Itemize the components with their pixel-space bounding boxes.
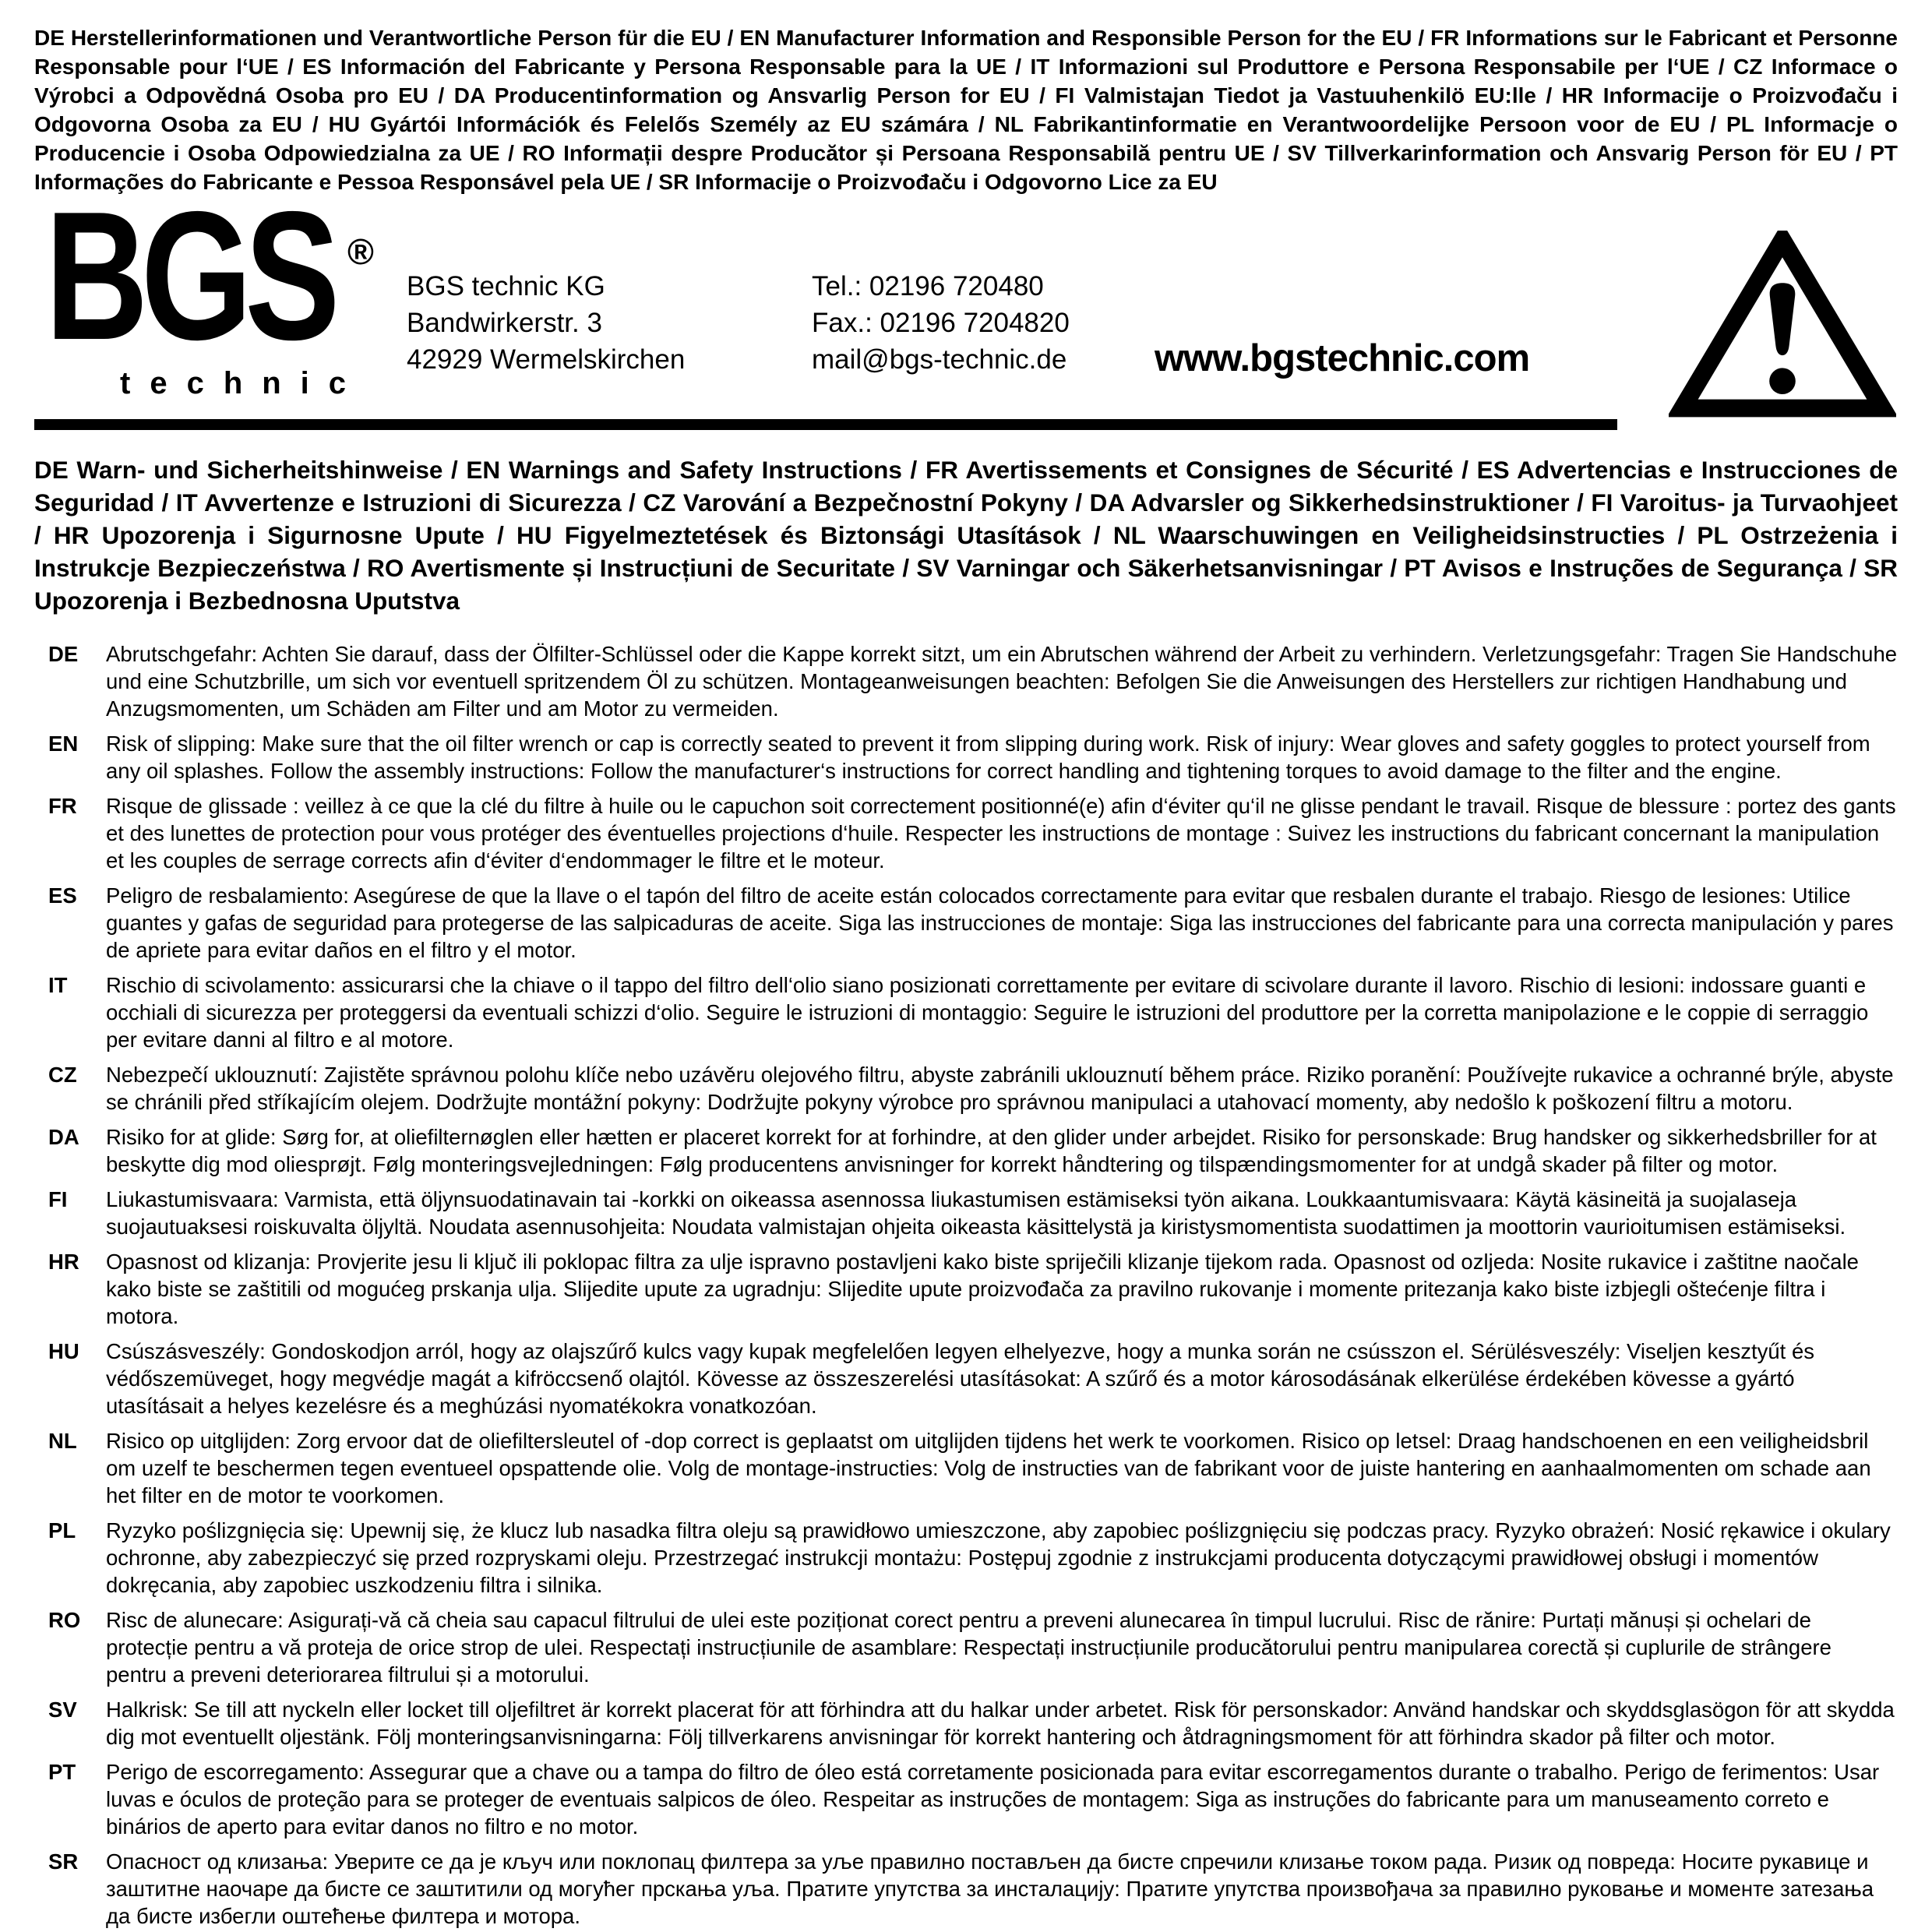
lang-section-sr bbox=[34, 1848, 1898, 1930]
lang-code-de: DE bbox=[48, 642, 79, 666]
company-city: 42929 Wermelskirchen bbox=[407, 344, 686, 375]
company-fax: Fax.: 02196 7204820 bbox=[812, 308, 1070, 338]
lang-section-sv bbox=[34, 1696, 1898, 1750]
lang-section-fi bbox=[34, 1186, 1898, 1240]
lang-section-hr bbox=[34, 1248, 1898, 1330]
company-address bbox=[407, 268, 685, 378]
lang-text-da: Risiko for at glide: Sørg for, at oliefilternøglen eller hætten er placeret korrekt for at forhindre, at den glider under arbejdet. Risiko for personskade: Brug handsker og sikkerhedsbriller for at beskytte dig mod oliesprøjt. Følg monteringsvejledningen: Følg producentens anvisninger for korrekt håndtering og tilspændingsmomenter for at undgå skader på filter og motor. bbox=[106, 1125, 1877, 1176]
safety-instructions-list bbox=[34, 640, 1898, 1930]
lang-section-cz bbox=[34, 1061, 1898, 1116]
bgs-logo bbox=[45, 173, 388, 412]
lang-text-de: Abrutschgefahr: Achten Sie darauf, dass der Ölfilter-Schlüssel oder die Kappe korrekt sitzt, um ein Abrutschen während der Arbeit zu verhindern. Verletzungsgefahr: Tragen Sie Handschuhe und eine Schutzbrille, um sich vor eventuell spritzendem Öl zu schützen. Montageanweisungen beachten: Befolgen Sie die Anweisungen des Herstellers zur richtigen Handhabung und Anzugsmomenten, um Schäden am Filter und am Motor zu vermeiden. bbox=[106, 642, 1898, 721]
lang-text-pt: Perigo de escorregamento: Assegurar que a chave ou a tampa do filtro de óleo está corretamente posicionada para evitar escorregamentos durante o trabalho. Perigo de ferimentos: Usar luvas e óculos de proteção para se proteger de eventuais salpicos de óleo. Respeitar as instruções de montagem: Siga as instruções do fabricante para um manuseamento correto e binários de aperto para evitar danos no filtro e no motor. bbox=[106, 1760, 1880, 1839]
company-name: BGS technic KG bbox=[407, 271, 605, 301]
lang-code-sr: SR bbox=[48, 1849, 79, 1874]
company-street: Bandwirkerstr. 3 bbox=[407, 308, 602, 338]
bgs-logo-text: BGS bbox=[45, 173, 333, 378]
lang-section-de bbox=[34, 640, 1898, 722]
warning-triangle-icon bbox=[1669, 231, 1896, 418]
lang-code-es: ES bbox=[48, 883, 77, 908]
lang-section-it bbox=[34, 971, 1898, 1053]
lang-text-es: Peligro de resbalamiento: Asegúrese de que la llave o el tapón del filtro de aceite están colocados correctamente para evitar que resbalen durante el trabajo. Riesgo de lesiones: Utilice guantes y gafas de seguridad para protegerse de las salpicaduras de aceite. Siga las instrucciones de montaje: Siga las instrucciones del fabricante para una correcta manipulación y pares de apriete para evitar daños en el filtro y el motor. bbox=[106, 883, 1894, 962]
lang-text-sr: Опасност од клизања: Уверите се да је кључ или поклопац филтера за уље правилно постављен да бисте спречили клизање током рада. Ризик од повреда: Носите рукавице и заштитне наочаре да бисте се заштитили од могућег прскања уља. Пратите упутства за инсталацију: Пратите упутства произвођача за правилно руковање и моменте затезања да бисте избегли оштећење филтера и мотора. bbox=[106, 1849, 1874, 1928]
warnings-heading: DE Warn- und Sicherheitshinweise / EN Warnings and Safety Instructions / FR Avertissements et Consignes de Sécurité / ES Advertencias e Instrucciones de Seguridad / IT Avvertenze e Istruzioni di Sicurezza / CZ Varování a Bezpečnostní Pokyny / DA Advarsler og Sikkerhedsinstruktioner / FI Varoitus- ja Turvaohjeet / HR Upozorenja i Sigurnosne Upute / HU Figyelmeztetések és Biztonsági Utasítások / NL Waarschuwingen en Veiligheidsinstructies / PL Ostrzeżenia i Instrukcje Bezpieczeństwa / RO Avertismente și Instrucțiuni de Securitate / SV Varningar och Säkerhetsanvisningar / PT Avisos e Instruções de Segurança / SR Upozorenja i Bezbednosna Uputstva bbox=[34, 456, 1898, 615]
company-website: www.bgstechnic.com bbox=[1155, 337, 1530, 379]
lang-section-ro bbox=[34, 1606, 1898, 1688]
lang-section-pt bbox=[34, 1758, 1898, 1840]
lang-section-fr bbox=[34, 792, 1898, 874]
lang-code-it: IT bbox=[48, 973, 68, 997]
lang-code-pl: PL bbox=[48, 1518, 76, 1542]
lang-code-hu: HU bbox=[48, 1339, 79, 1363]
lang-section-da bbox=[34, 1123, 1898, 1178]
lang-text-en: Risk of slipping: Make sure that the oil filter wrench or cap is correctly seated to prevent it from slipping during work. Risk of injury: Wear gloves and safety goggles to protect yourself from any oil splashes. Follow the assembly instructions: Follow the manufacturer‘s instructions for correct handling and tightening torques to avoid damage to the filter and the engine. bbox=[106, 732, 1870, 783]
lang-code-hr: HR bbox=[48, 1250, 79, 1274]
manufacturer-info-heading: DE Herstellerinformationen und Verantwortliche Person für die EU / EN Manufacturer Information and Responsible Person for the EU / FR Informations sur le Fabricant et Personne Responsable pour l‘UE / ES Información del Fabricante y Persona Responsable para la UE / IT Informazioni sul Produttore e Persona Responsabile per l‘UE / CZ Informace o Výrobci a Odpovědná Osoba pro EU / DA Producentinformation og Ansvarlig Person for EU / FI Valmistajan Tiedot ja Vastuuhenkilö EU:lle / HR Informacije o Proizvođaču i Odgovorna Osoba za EU / HU Gyártói Információk és Felelős Személy az EU számára / NL Fabrikantinformatie en Verantwoordelijke Persoon voor de EU / PL Informacje o Producencie i Osoba Odpowiedzialna za UE / RO Informații despre Producător și Persoana Responsabilă pentru UE / SV Tillverkarinformation och Ansvarig Person för EU / PT Informações do Fabricante e Pessoa Responsável pela UE / SR Informacije o Proizvođaču i Odgovorno Lice za EU bbox=[34, 26, 1898, 194]
lang-section-hu bbox=[34, 1338, 1898, 1419]
company-contact bbox=[812, 268, 1070, 378]
lang-code-nl: NL bbox=[48, 1429, 77, 1453]
company-header bbox=[34, 173, 1898, 413]
header-divider bbox=[34, 419, 1617, 430]
lang-text-it: Rischio di scivolamento: assicurarsi che la chiave o il tappo del filtro dell‘olio siano posizionati correttamente per evitare di scivolare durante il lavoro. Rischio di lesioni: indossare guanti e occhiali di sicurezza per proteggersi da eventuali schizzi d‘olio. Seguire le istruzioni di montaggio: Seguire le istruzioni del produttore per la corretta manipolazione e le coppie di serraggio per evitare danni al filtro e al motore. bbox=[106, 973, 1869, 1052]
lang-text-sv: Halkrisk: Se till att nyckeln eller locket till oljefiltret är korrekt placerat för att förhindra att du halkar under arbetet. Risk för personskador: Använd handskar och skyddsglasögon för att skydda dig mot eventuellt oljestänk. Följ monteringsanvisningarna: Följ tillverkarens anvisningar för korrekt hantering och åtdragningsmoment för att förhindra skador på filter och motor. bbox=[106, 1698, 1895, 1749]
lang-text-fi: Liukastumisvaara: Varmista, että öljynsuodatinavain tai -korkki on oikeassa asennossa liukastumisen estämiseksi työn aikana. Loukkaantumisvaara: Käytä käsineitä ja suojalaseja suojautuaksesi roiskuvalta öljyltä. Noudata asennusohjeita: Noudata valmistajan ohjeita oikeasta käsittelystä ja kiristysmomentista suodattimen ja moottorin vaurioitumisen estämiseksi. bbox=[106, 1187, 1846, 1239]
company-phone: Tel.: 02196 720480 bbox=[812, 271, 1044, 301]
lang-code-en: EN bbox=[48, 732, 79, 756]
lang-code-da: DA bbox=[48, 1125, 79, 1149]
bgs-logo-subtext: technic bbox=[120, 366, 366, 400]
company-email: mail@bgs-technic.de bbox=[812, 344, 1067, 375]
lang-code-fr: FR bbox=[48, 794, 77, 818]
lang-section-es bbox=[34, 882, 1898, 964]
lang-code-pt: PT bbox=[48, 1760, 76, 1784]
lang-text-fr: Risque de glissade : veillez à ce que la clé du filtre à huile ou le capuchon soit correctement positionné(e) afin d‘éviter qu‘il ne glisse pendant le travail. Risque de blessure : portez des gants et des lunettes de protection pour vous protéger des éventuelles projections d‘huile. Respecter les instructions de montage : Suivez les instructions du fabricant concernant la manipulation et les couples de serrage corrects afin d‘éviter d‘endommager le filtre et le moteur. bbox=[106, 794, 1896, 873]
lang-text-pl: Ryzyko poślizgnięcia się: Upewnij się, że klucz lub nasadka filtra oleju są prawidłowo umieszczone, aby zapobiec poślizgnięciu się podczas pracy. Ryzyko obrażeń: Nosić rękawice i okulary ochronne, aby zabezpieczyć się przed rozpryskami oleju. Przestrzegać instrukcji montażu: Postępuj zgodnie z instrukcjami producenta dotyczącymi prawidłowej obsługi i momentów dokręcania, aby zapobiec uszkodzeniu filtra i silnika. bbox=[106, 1518, 1891, 1597]
lang-section-pl bbox=[34, 1517, 1898, 1599]
lang-section-en bbox=[34, 730, 1898, 784]
lang-section-nl bbox=[34, 1427, 1898, 1509]
lang-code-fi: FI bbox=[48, 1187, 68, 1211]
lang-text-hr: Opasnost od klizanja: Provjerite jesu li ključ ili poklopac filtra za ulje ispravno postavljeni kako biste spriječili klizanje tijekom rada. Opasnost od ozljeda: Nosite rukavice i zaštitne naočale kako biste se zaštitili od mogućeg prskanja ulja. Slijedite upute za ugradnju: Slijedite upute proizvođača za pravilno rukovanje i momente pritezanja kako biste izbjegli oštećenje filtra i motora. bbox=[106, 1250, 1859, 1328]
lang-text-nl: Risico op uitglijden: Zorg ervoor dat de oliefiltersleutel of -dop correct is geplaatst om uitglijden tijdens het werk te voorkomen. Risico op letsel: Draag handschoenen en een veiligheidsbril om uzelf te beschermen tegen eventueel opspattende olie. Volg de montage-instructies: Volg de instructies van de fabrikant voor de juiste hantering en aanhaalmomenten om schade aan het filter en de motor te voorkomen. bbox=[106, 1429, 1871, 1507]
lang-text-ro: Risc de alunecare: Asigurați-vă că cheia sau capacul filtrului de ulei este poziționat corect pentru a preveni alunecarea în timpul lucrului. Risc de rănire: Purtați mănuși și ochelari de protecție pentru a vă proteja de orice strop de ulei. Respectați instrucțiunile de asamblare: Respectați instrucțiunile producătorului pentru manipularea corectă și cuplurile de strângere pentru a preveni deteriorarea filtrului și a motorului. bbox=[106, 1608, 1832, 1687]
lang-text-cz: Nebezpečí uklouznutí: Zajistěte správnou polohu klíče nebo uzávěru olejového filtru, abyste zabránili uklouznutí během práce. Riziko poranění: Používejte rukavice a ochranné brýle, abyste se chránili před stříkajícím olejem. Dodržujte montážní pokyny: Dodržujte pokyny výrobce pro správnou manipulaci a utahovací momenty, aby nedošlo k poškození filtru a motoru. bbox=[106, 1063, 1894, 1114]
registered-trademark-icon: ® bbox=[347, 231, 374, 272]
lang-code-ro: RO bbox=[48, 1608, 81, 1632]
lang-text-hu: Csúszásveszély: Gondoskodjon arról, hogy az olajszűrő kulcs vagy kupak megfelelően legyen elhelyezve, hogy a munka során ne csússzon el. Sérülésveszély: Viseljen kesztyűt és védőszemüveget, hogy megvédje magát a kifröccsenő olajtól. Kövesse az összeszerelési utasításokat: A szűrő és a motor károsodásának elkerülése érdekében kövesse a gyártó utasításait a helyes kezelésre és a meghúzási nyomatékokra vonatkozóan. bbox=[106, 1339, 1815, 1418]
lang-code-cz: CZ bbox=[48, 1063, 77, 1087]
lang-code-sv: SV bbox=[48, 1698, 77, 1722]
